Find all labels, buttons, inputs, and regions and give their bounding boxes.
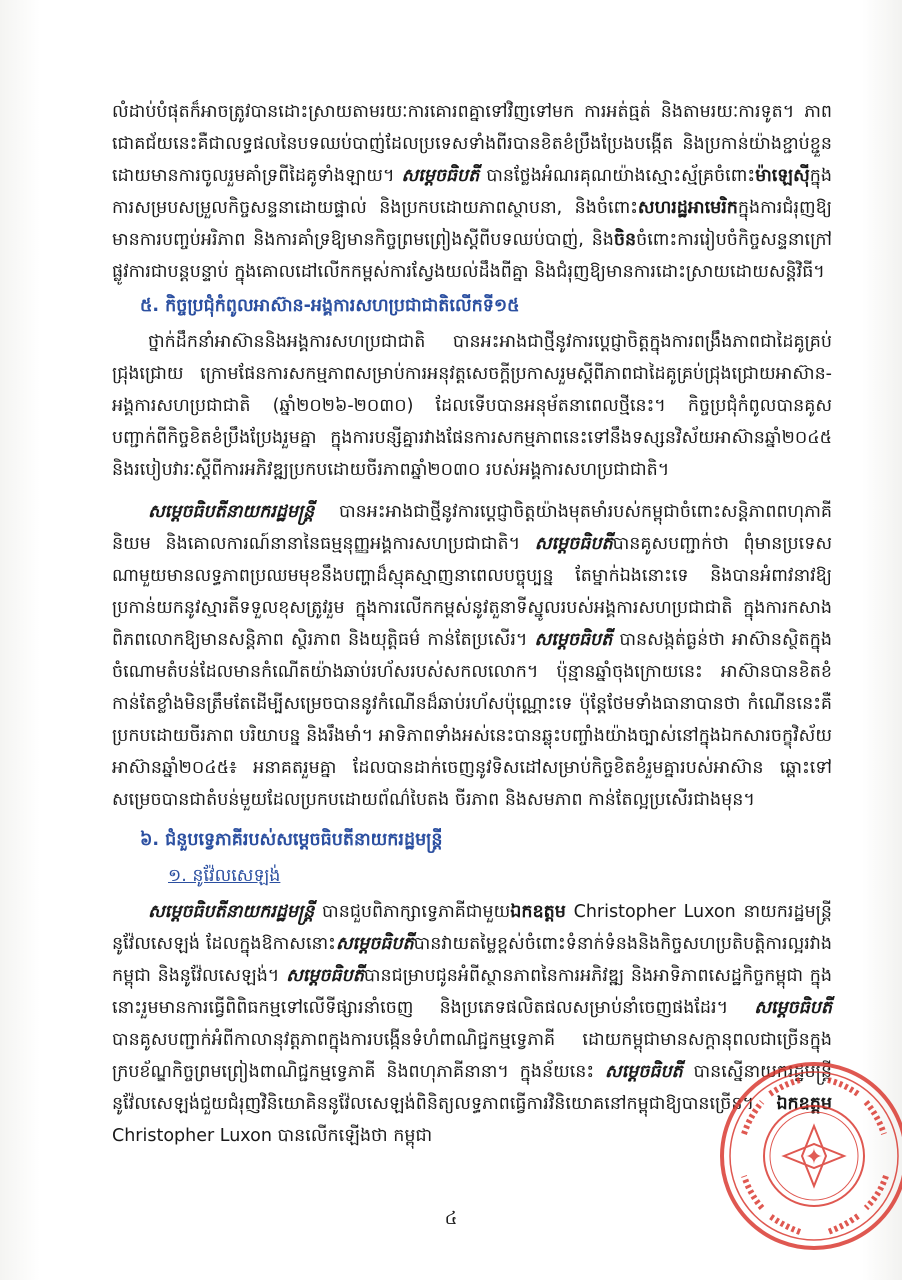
paragraph: លំដាប់បំផុតក៏អាចត្រូវបានដោះស្រាយតាមរយៈការគោរពគ្នាទៅវិញទៅមក ការអត់ធ្មត់ និងតាមរយៈការទូត។ ភាពជោគជ័យនេះគឺជាលទ្ធផលនៃបទឈប់បាញ់ដែលប្រទេសទាំងពីរបានខិតខំប្រឹងប្រែងបង្កើត និងប្រកាន់យ៉ាងខ្ជាប់ខ្ជួន ដោយមានការចូលរួមគាំទ្រពីដៃគូទាំងឡាយ។ សម្តេចធិបតី បានថ្លែងអំណរគុណយ៉ាងស្មោះស្ម័គ្រចំពោះម៉ាឡេស៊ីក្នុងការសម្របសម្រួលកិច្ចសន្ទនាដោយផ្ទាល់ និងប្រកបដោយភាពស្ថាបនា, និងចំពោះសហរដ្ឋអាមេរិកក្នុងការជំរុញឱ្យមានការបញ្ចប់អរិភាព និងការគាំទ្រឱ្យមានកិច្ចព្រមព្រៀងស្តីពីបទឈប់បាញ់, និងចិនចំពោះការរៀបចំកិច្ចសន្ទនាក្រៅផ្លូវការជាបន្តបន្ទាប់ ក្នុងគោលដៅលើកកម្ពស់ការស្វែងយល់ដឹងពីគ្នា និងជំរុញឱ្យមានការដោះស្រាយដោយសន្តិវិធី។: [112, 102, 832, 282]
page-number: ៤: [444, 1208, 458, 1229]
section-heading: ៦. ជំនួបទ្វេភាគីរបស់សម្តេចធិបតីនាយករដ្ឋមន្ត្រី: [140, 830, 443, 850]
document-body: [112, 96, 832, 1152]
section-heading: ៥. កិច្ចប្រជុំកំពូលអាស៊ាន-អង្គការសហប្រជាជាតិលើកទី១៥: [140, 296, 520, 316]
paragraph: សម្តេចធិបតីនាយករដ្ឋមន្ត្រី បានអះអាងជាថ្មីនូវការប្តេជ្ញាចិត្តយ៉ាងមុតមាំរបស់កម្ពុជាចំពោះសន្តិភាពពហុភាគីនិយម និងគោលការណ៍នានានៃធម្មនុញ្ញអង្គការសហប្រជាជាតិ។ សម្តេចធិបតីបានគូសបញ្ជាក់ថា ពុំមានប្រទេសណាមួយមានលទ្ធភាពប្រឈមមុខនឹងបញ្ហាដ៏ស្មុគស្មាញនាពេលបច្ចុប្បន្ន តែម្នាក់ឯងនោះទេ និងបានអំពាវនាវឱ្យប្រកាន់យកនូវស្មារតីទទួលខុសត្រូវរួម ក្នុងការលើកកម្ពស់នូវតួនាទីស្នូលរបស់អង្គការសហប្រជាជាតិ ក្នុងការកសាងពិភពលោកឱ្យមានសន្តិភាព ស្ថិរភាព និងយុត្តិធម៌ កាន់តែប្រសើរ។ សម្តេចធិបតី បានសង្កត់ធ្ងន់ថា អាស៊ានស្ថិតក្នុងចំណោមតំបន់ដែលមានកំណើតយ៉ាងឆាប់រហ័សរបស់សកលលោក។ ប៉ុន្មានឆ្នាំចុងក្រោយនេះ អាស៊ានបានខិតខំកាន់តែខ្លាំងមិនត្រឹមតែដើម្បីសម្រេចបាននូវកំណើនដ៏ឆាប់រហ័សប៉ុណ្ណោះទេ ប៉ុន្តែថែមទាំងធានាបានថា កំណើននេះគឺប្រកបដោយចីរភាព បរិយាបន្ន និងរឹងមាំ។ អាទិភាពទាំងអស់នេះបានឆ្លុះបញ្ចាំងយ៉ាងច្បាស់នៅក្នុងឯកសារចក្ខុវិស័យអាស៊ានឆ្នាំ២០៤៥៖ អនាគតរួមគ្នា ដែលបានដាក់ចេញនូវទិសដៅសម្រាប់កិច្ចខិតខំរួមគ្នារបស់អាស៊ាន ឆ្ពោះទៅសម្រេចបានជាតំបន់មួយដែលប្រកបដោយព័ណ៌បៃតង ចីរភាព និងសមភាព កាន់តែល្អប្រសើរជាងមុន។: [112, 502, 832, 810]
seal-center-glyph: ✦: [804, 1145, 824, 1170]
paragraph: សម្តេចធិបតីនាយករដ្ឋមន្ត្រី បានជួបពិភាក្សាទ្វេភាគីជាមួយឯកឧត្តម Christopher Luxon នាយករដ្ឋមន្ត្រីនូវ៉ែលសេឡង់ ដែលក្នុងឱកាសនោះសម្តេចធិបតីបានវាយតម្លៃខ្ពស់ចំពោះទំនាក់ទំនងនិងកិច្ចសហប្រតិបត្តិការល្អរវាងកម្ពុជា និងនូវ៉ែលសេឡង់។ សម្តេចធិបតីបានជម្រាបជូនអំពីស្ថានភាពនៃការអភិវឌ្ឍ និងអាទិភាពសេដ្ឋកិច្ចកម្ពុជា ក្នុងនោះរួមមានការធ្វើពិពិធកម្មទៅលើទីផ្សារនាំចេញ និងប្រភេទផលិតផលសម្រាប់នាំចេញផងដែរ។ សម្តេចធិបតីបានគូសបញ្ជាក់អំពីកាលានុវត្តភាពក្នុងការបង្កើនទំហំពាណិជ្ជកម្មទ្វេភាគី ដោយកម្ពុជាមានសក្តានុពលជាច្រើនក្នុងក្របខ័ណ្ឌកិច្ចព្រមព្រៀងពាណិជ្ជកម្មទ្វេភាគី និងពហុភាគីនានា។ ក្នុងន័យនេះ សម្តេចធិបតី បានស្នើនាយករដ្ឋមន្ត្រីនូវ៉ែលសេឡង់ជួយជំរុញវិនិយោគិននូវ៉ែលសេឡង់ពិនិត្យលទ្ធភាពធ្វើការវិនិយោគនៅកម្ពុជាឱ្យបានច្រើន។ ឯកឧត្តម Christopher Luxon បានលើកឡើងថា កម្ពុជា: [112, 902, 832, 1146]
paragraph: ថ្នាក់ដឹកនាំអាស៊ាននិងអង្គការសហប្រជាជាតិ បានអះអាងជាថ្មីនូវការប្តេជ្ញាចិត្តក្នុងការពង្រឹងភាពជាដៃគូគ្រប់ជ្រុងជ្រោយ ក្រោមផែនការសកម្មភាពសម្រាប់ការអនុវត្តសេចក្តីប្រកាសរួមស្តីពីភាពជាដៃគូគ្រប់ជ្រុងជ្រោយអាស៊ាន-អង្គការសហប្រជាជាតិ (ឆ្នាំ២០២៦-២០៣០) ដែលទើបបានអនុម័តនាពេលថ្មីនេះ។ កិច្ចប្រជុំកំពូលបានគូសបញ្ជាក់ពីកិច្ចខិតខំប្រឹងប្រែងរួមគ្នា ក្នុងការបន្សីគ្នារវាងផែនការសកម្មភាពនេះទៅនឹងទស្សនវិស័យអាស៊ានឆ្នាំ២០៤៥ និងរបៀបវារៈស្តីពីការអភិវឌ្ឍប្រកបដោយចីរភាពឆ្នាំ២០៣០ របស់អង្គការសហប្រជាជាតិ។: [112, 332, 832, 480]
sub-heading: ១. នូវ៉ែលសេឡង់: [168, 866, 281, 886]
official-seal-stamp: [714, 1056, 902, 1256]
